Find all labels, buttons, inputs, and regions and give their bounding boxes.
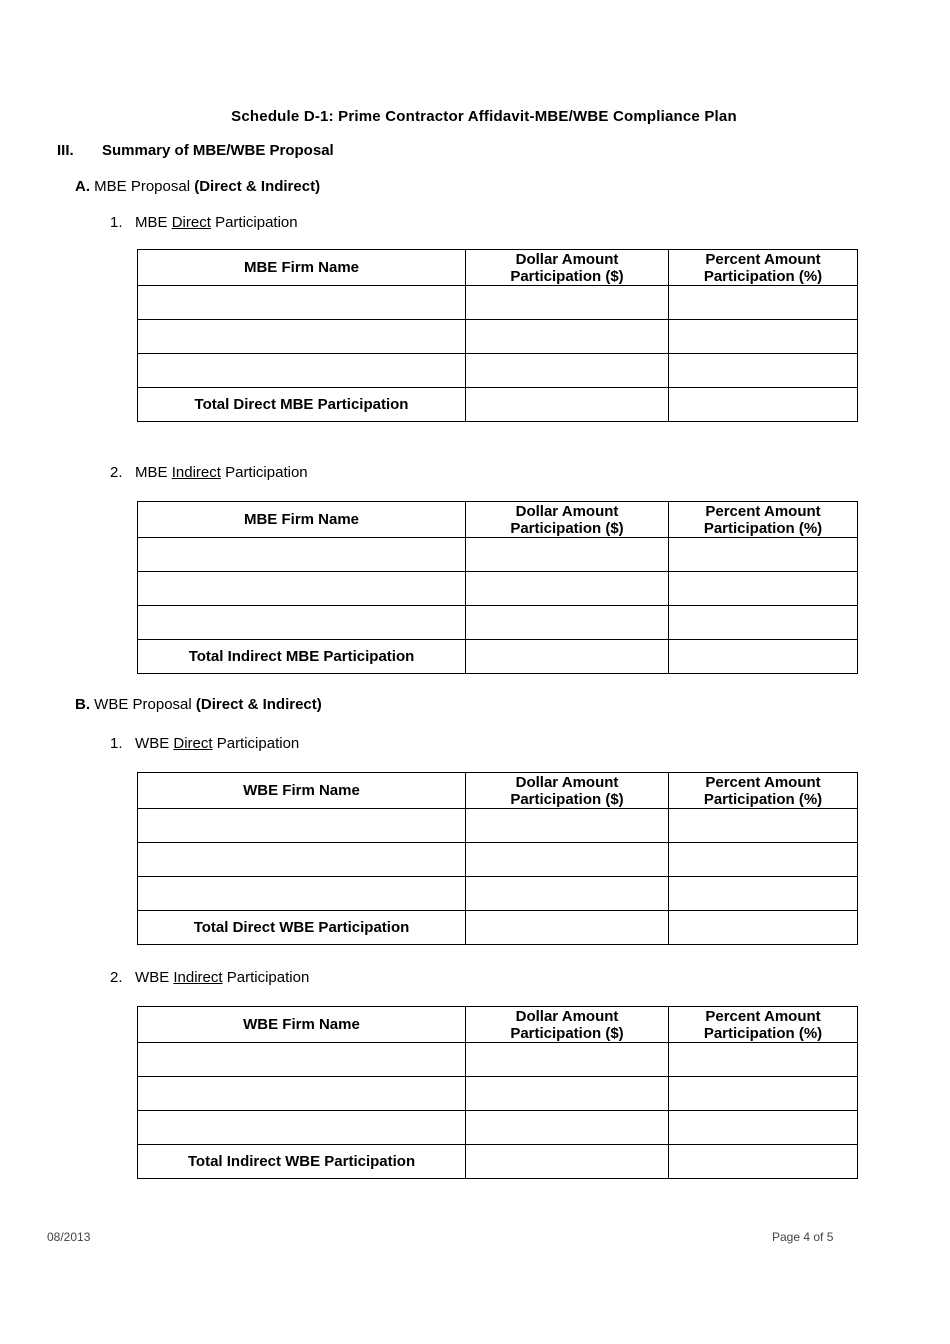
percent-amount-header: Percent Amount Participation (%): [669, 502, 858, 538]
firm-name-cell[interactable]: [138, 1111, 466, 1145]
firm-name-header: MBE Firm Name: [138, 502, 466, 538]
total-percent-cell[interactable]: [669, 1145, 858, 1179]
part-a-letter: A.: [75, 178, 90, 195]
item-underlined: Direct: [171, 214, 211, 231]
total-row: [138, 911, 858, 945]
item-underlined: Indirect: [173, 969, 223, 986]
total-percent-cell[interactable]: [669, 640, 858, 674]
wbe-indirect-table: [137, 1006, 858, 1179]
footer-date: 08/2013: [47, 1230, 91, 1244]
table-row: [138, 809, 858, 843]
total-label: Total Indirect MBE Participation: [138, 640, 466, 674]
mbe-indirect-table: [137, 501, 858, 674]
percent-amount-cell[interactable]: [669, 572, 858, 606]
dollar-amount-cell[interactable]: [466, 538, 669, 572]
dollar-amount-cell[interactable]: [466, 354, 669, 388]
table-row: [138, 320, 858, 354]
firm-name-cell[interactable]: [138, 606, 466, 640]
part-a-heading: [75, 178, 320, 195]
firm-name-header: WBE Firm Name: [138, 773, 466, 809]
item-suffix: Participation: [225, 464, 308, 481]
total-label: Total Direct MBE Participation: [138, 388, 466, 422]
dollar-amount-cell[interactable]: [466, 1111, 669, 1145]
firm-name-cell[interactable]: [138, 1077, 466, 1111]
dollar-amount-header: Dollar Amount Participation ($): [466, 1007, 669, 1043]
table-row: [138, 286, 858, 320]
item-prefix: WBE: [135, 969, 170, 986]
item-underlined: Direct: [173, 735, 213, 752]
item-number: 2.: [110, 464, 123, 481]
wbe-direct-heading: [110, 735, 299, 752]
table-header-row: [138, 502, 858, 538]
dollar-amount-cell[interactable]: [466, 1043, 669, 1077]
firm-name-cell[interactable]: [138, 877, 466, 911]
dollar-amount-cell[interactable]: [466, 843, 669, 877]
percent-amount-header: Percent Amount Participation (%): [669, 773, 858, 809]
total-label: Total Indirect WBE Participation: [138, 1145, 466, 1179]
percent-amount-cell[interactable]: [669, 354, 858, 388]
wbe-indirect-heading: [110, 969, 309, 986]
total-dollar-cell[interactable]: [466, 388, 669, 422]
total-percent-cell[interactable]: [669, 388, 858, 422]
item-number: 1.: [110, 214, 123, 231]
total-row: [138, 640, 858, 674]
table-row: [138, 606, 858, 640]
percent-amount-cell[interactable]: [669, 1077, 858, 1111]
table-row: [138, 354, 858, 388]
total-label: Total Direct WBE Participation: [138, 911, 466, 945]
total-percent-cell[interactable]: [669, 911, 858, 945]
total-dollar-cell[interactable]: [466, 1145, 669, 1179]
dollar-amount-header: Dollar Amount Participation ($): [466, 250, 669, 286]
firm-name-cell[interactable]: [138, 320, 466, 354]
total-row: [138, 388, 858, 422]
dollar-amount-cell[interactable]: [466, 320, 669, 354]
firm-name-cell[interactable]: [138, 286, 466, 320]
table-row: [138, 1111, 858, 1145]
dollar-amount-cell[interactable]: [466, 1077, 669, 1111]
percent-amount-cell[interactable]: [669, 606, 858, 640]
mbe-direct-heading: [110, 214, 298, 231]
table-row: [138, 538, 858, 572]
footer-page-number: Page 4 of 5: [772, 1230, 834, 1244]
percent-amount-cell[interactable]: [669, 286, 858, 320]
dollar-amount-cell[interactable]: [466, 877, 669, 911]
percent-amount-cell[interactable]: [669, 320, 858, 354]
firm-name-cell[interactable]: [138, 1043, 466, 1077]
percent-amount-cell[interactable]: [669, 843, 858, 877]
page-title: Schedule D-1: Prime Contractor Affidavit-MBE/WBE Compliance Plan: [231, 108, 737, 125]
percent-amount-cell[interactable]: [669, 1111, 858, 1145]
total-dollar-cell[interactable]: [466, 911, 669, 945]
dollar-amount-cell[interactable]: [466, 286, 669, 320]
part-b-letter: B.: [75, 696, 90, 713]
firm-name-cell[interactable]: [138, 843, 466, 877]
table-header-row: [138, 1007, 858, 1043]
item-prefix: MBE: [135, 214, 168, 231]
part-b-label: WBE Proposal: [94, 696, 192, 713]
percent-amount-cell[interactable]: [669, 538, 858, 572]
firm-name-header: WBE Firm Name: [138, 1007, 466, 1043]
table-row: [138, 843, 858, 877]
table-header-row: [138, 250, 858, 286]
total-dollar-cell[interactable]: [466, 640, 669, 674]
section-title: Summary of MBE/WBE Proposal: [102, 142, 334, 159]
wbe-direct-table: [137, 772, 858, 945]
firm-name-cell[interactable]: [138, 572, 466, 606]
dollar-amount-cell[interactable]: [466, 606, 669, 640]
item-underlined: Indirect: [171, 464, 221, 481]
table-row: [138, 1043, 858, 1077]
firm-name-cell[interactable]: [138, 809, 466, 843]
percent-amount-cell[interactable]: [669, 877, 858, 911]
percent-amount-cell[interactable]: [669, 1043, 858, 1077]
item-number: 1.: [110, 735, 123, 752]
table-row: [138, 877, 858, 911]
part-a-qualifier: (Direct & Indirect): [194, 178, 321, 195]
dollar-amount-cell[interactable]: [466, 809, 669, 843]
item-suffix: Participation: [216, 735, 300, 752]
percent-amount-header: Percent Amount Participation (%): [669, 1007, 858, 1043]
dollar-amount-header: Dollar Amount Participation ($): [466, 773, 669, 809]
table-header-row: [138, 773, 858, 809]
mbe-direct-table: [137, 249, 858, 422]
part-b-qualifier: (Direct & Indirect): [195, 696, 322, 713]
section-number: III.: [57, 142, 74, 159]
mbe-indirect-heading: [110, 464, 308, 481]
firm-name-header: MBE Firm Name: [138, 250, 466, 286]
dollar-amount-cell[interactable]: [466, 572, 669, 606]
percent-amount-header: Percent Amount Participation (%): [669, 250, 858, 286]
item-suffix: Participation: [215, 214, 298, 231]
total-row: [138, 1145, 858, 1179]
item-number: 2.: [110, 969, 123, 986]
table-row: [138, 572, 858, 606]
table-row: [138, 1077, 858, 1111]
part-a-label: MBE Proposal: [94, 178, 191, 195]
part-b-heading: [75, 696, 322, 713]
firm-name-cell[interactable]: [138, 538, 466, 572]
item-suffix: Participation: [226, 969, 310, 986]
dollar-amount-header: Dollar Amount Participation ($): [466, 502, 669, 538]
percent-amount-cell[interactable]: [669, 809, 858, 843]
item-prefix: MBE: [135, 464, 168, 481]
firm-name-cell[interactable]: [138, 354, 466, 388]
item-prefix: WBE: [135, 735, 170, 752]
